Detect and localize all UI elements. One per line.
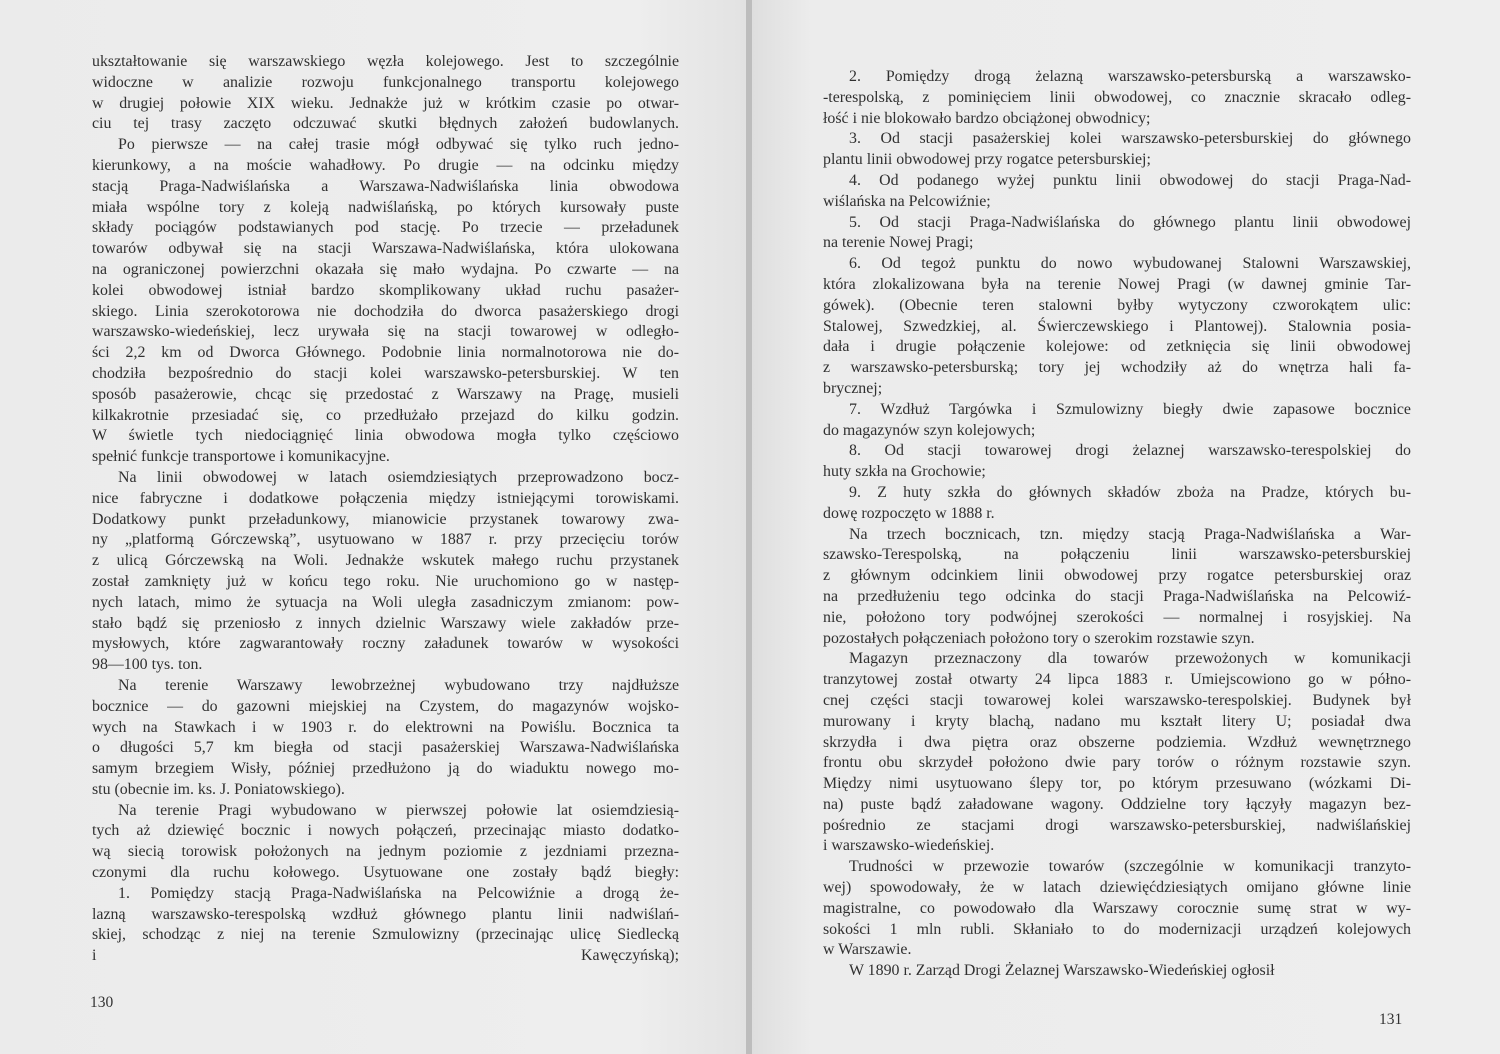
text-line: Na trzech bocznicach, tzn. między stacją Praga-Nadwiślańska a War- xyxy=(849,525,1411,543)
text-line: Dodatkowy punkt przeładunkowy, mianowicie przystanek towarowy zwa- xyxy=(92,510,679,528)
text-line: warszawsko-wiedeńskiej, lecz urywała się na stacji towarowej w odległo- xyxy=(92,323,679,341)
text-line: na) puste bądź załadowane wagony. Oddzielne tory łączyły magazyn bez- xyxy=(823,795,1411,813)
text-line: Na linii obwodowej w latach osiemdziesiątych przeprowadzono bocz- xyxy=(118,468,679,486)
right-page-text xyxy=(823,67,1411,982)
text-line: która zlokalizowana była na terenie Nowej Pragi (w dawnej gminie Tar- xyxy=(823,275,1411,293)
text-line: 9. Z huty szkła do głównych składów zboża na Pradze, których bu- xyxy=(849,483,1411,501)
text-line: został zamknięty już w końcu tego roku. Nie uruchomiono go w następ- xyxy=(92,572,679,590)
text-line: 1. Pomiędzy stacją Praga-Nadwiślańska na Pelcowiźnie a drogą że- xyxy=(118,884,679,902)
text-line: kierunkowy, a na moście wahadłowy. Po drugie — na odcinku między xyxy=(92,156,679,174)
text-line: magistralne, co powodowało dla Warszawy corocznie sumę strat w wy- xyxy=(823,899,1411,917)
text-line: sposób pasażerowie, chcąc się przedostać z Warszawy na Pragę, musieli xyxy=(92,385,679,403)
text-line: mysłowych, które zagwarantowały roczny załadunek towarów w wysokości xyxy=(92,635,679,653)
text-line: dowę rozpoczęto w 1888 r. xyxy=(823,504,995,522)
text-line: murowany i kryty blachą, nadano mu kształt litery U; posiadał dwa xyxy=(823,712,1411,730)
text-line: W świetle tych niedociągnięć linia obwodowa mogła tylko częściowo xyxy=(92,427,679,445)
text-line: skiej, schodząc z niej na terenie Szmulowizny (przecinając ulicę Siedlecką xyxy=(92,926,679,944)
left-page-text xyxy=(92,52,679,967)
text-line: brycznej; xyxy=(823,379,883,397)
text-line: wiślańska na Pelcowiźnie; xyxy=(823,192,991,210)
text-line: chodziła bezpośrednio do stacji kolei warszawsko-petersburskiej. W ten xyxy=(92,364,679,382)
text-line: w Warszawie. xyxy=(823,941,912,959)
text-line: łość i nie blokowało bardzo obciążonej obwodnicy; xyxy=(823,109,1151,127)
text-line: 2. Pomiędzy drogą żelazną warszawsko-petersburską a warszawsko- xyxy=(849,68,1411,85)
text-line: ukształtowanie się warszawskiego węzła kolejowego. Jest to szczególnie xyxy=(92,53,679,70)
text-line: na terenie Nowej Pragi; xyxy=(823,234,974,252)
text-line: 8. Od stacji towarowej drogi żelaznej warszawsko-terespolskiej do xyxy=(849,442,1411,460)
text-line: z warszawsko-petersburską; tory jej wchodziły aż do wnętrza hali fa- xyxy=(823,359,1411,377)
right-page xyxy=(752,0,1500,1054)
text-line: widoczne w analizie rozwoju funkcjonalnego transportu kolejowego xyxy=(92,73,679,91)
text-line: Po pierwsze — na całej trasie mógł odbywać się tylko ruch jedno- xyxy=(118,136,679,154)
text-line: Na terenie Pragi wybudowano w pierwszej połowie lat osiemdziesią- xyxy=(118,801,679,819)
text-line: kolei obwodowej istniał bardzo skomplikowany układ ruchu pasażer- xyxy=(92,281,679,299)
text-line: 5. Od stacji Praga-Nadwiślańska do głównego plantu linii obwodowej xyxy=(849,213,1411,231)
text-line: Na terenie Warszawy lewobrzeżnej wybudowano trzy najdłuższe xyxy=(118,676,679,694)
text-line: samym brzegiem Wisły, później przedłużono ją do wiaduktu nowego mo- xyxy=(92,760,679,778)
text-line: huty szkła na Grochowie; xyxy=(823,463,986,481)
text-line: tych aż dziewięć bocznic i nowych połączeń, przecinając miasto dodatko- xyxy=(92,822,679,840)
text-line: 4. Od podanego wyżej punktu linii obwodowej do stacji Praga-Nad- xyxy=(849,171,1411,189)
text-line: i Kawęczyńską); xyxy=(92,947,679,965)
text-line: 3. Od stacji pasażerskiej kolei warszawsko-petersburskiej do głównego xyxy=(849,130,1411,148)
text-line: stacją Praga-Nadwiślańska a Warszawa-Nadwiślańska linia obwodowa xyxy=(92,177,679,195)
text-line: składy pociągów podstawianych pod stację. Po trzecie — przeładunek xyxy=(92,219,679,237)
text-line: pośrednio ze stacjami drogi warszawsko-petersburskiej, nadwiślańskiej xyxy=(823,816,1411,834)
text-line: o długości 5,7 km biegła od stacji pasażerskiej Warszawa-Nadwiślańska xyxy=(92,739,679,757)
text-line: nice fabryczne i dodatkowe połączenia między istniejącymi torowiskami. xyxy=(92,489,679,507)
text-line: stało bądź się przeniosło z innych dzielnic Warszawy wiele zakładów prze- xyxy=(92,614,679,632)
left-page-number: 130 xyxy=(90,994,114,1011)
text-line: z głównym odcinkiem linii obwodowej przy rogatce petersburskiej oraz xyxy=(823,567,1411,585)
text-line: szawsko-Terespolską, na połączeniu linii warszawsko-petersburskiej xyxy=(823,546,1411,564)
text-line: bocznice — do gazowni miejskiej na Czystem, do magazynów wojsko- xyxy=(92,697,679,715)
text-line: wą siecią torowisk położonych na jednym poziomie z jezdniami przezna- xyxy=(92,843,679,861)
text-line: stu (obecnie im. ks. J. Poniatowskiego). xyxy=(92,780,345,798)
text-line: wej) spowodowały, że w latach dziewięćdziesiątych omijano główne linie xyxy=(823,879,1411,897)
text-line: skrzydła i dwa piętra oraz obszerne podziemia. Wzdłuż wewnętrznego xyxy=(823,733,1411,751)
text-line: na przedłużeniu tego odcinka do stacji Praga-Nadwiślańska na Pelcowiź- xyxy=(823,587,1411,605)
text-line: pozostałych połączeniach położono tory o szerokim rozstawie szyn. xyxy=(823,629,1255,647)
text-line: W 1890 r. Zarząd Drogi Żelaznej Warszawsko-Wiedeńskiej ogłosił xyxy=(849,962,1275,980)
text-line: miała wspólne tory z koleją nadwiślańską, po których kursowały puste xyxy=(92,198,679,216)
text-line: Trudności w przewozie towarów (szczególnie w komunikacji tranzyto- xyxy=(849,858,1411,876)
text-line: tranzytowej został otwarty 24 lipca 1883 r. Umiejscowiono go w półno- xyxy=(823,671,1411,689)
text-line: Magazyn przeznaczony dla towarów przewożonych w komunikacji xyxy=(849,650,1411,668)
text-line: wych na Stawkach i w 1903 r. do elektrowni na Powiślu. Bocznica ta xyxy=(92,718,679,736)
text-line: dała i drugie połączenie kolejowe: od zetknięcia się linii obwodowej xyxy=(823,338,1411,356)
text-line: 6. Od tegoż punktu do nowo wybudowanej Stalowni Warszawskiej, xyxy=(849,255,1411,273)
text-line: -terespolską, z pominięciem linii obwodowej, co znacznie skracało odleg- xyxy=(823,88,1411,106)
text-line: 7. Wzdłuż Targówka i Szmulowizny biegły dwie zapasowe bocznice xyxy=(849,400,1411,418)
text-line: do magazynów szyn kolejowych; xyxy=(823,421,1036,439)
text-line: sokości 1 mln rubli. Skłaniało to do modernizacji urządzeń kolejowych xyxy=(823,920,1411,938)
text-line: frontu obu skrzydeł położono dwie pary torów o różnym rozstawie szyn. xyxy=(823,754,1411,772)
text-line: w drugiej połowie XIX wieku. Jednakże już w krótkim czasie po otwar- xyxy=(92,94,679,112)
text-line: i warszawsko-wiedeńskiej. xyxy=(823,837,995,855)
text-line: Między nimi usytuowano ślepy tor, po którym przesuwano (wózkami Di- xyxy=(823,775,1411,793)
text-line: Stalowej, Szwedzkiej, al. Świerczewskiego i Plantowej). Stalownia posia- xyxy=(823,317,1411,335)
text-line: ciu tej trasy zaczęto odczuwać skutki błędnych założeń budowlanych. xyxy=(92,115,679,133)
text-line: spełnić funkcje transportowe i komunikacyjne. xyxy=(92,448,390,466)
left-page xyxy=(0,0,748,1054)
text-line: ny „platformą Górczewską”, usytuowano w 1887 r. przy przecięciu torów xyxy=(92,531,679,549)
text-line: skiego. Linia szerokotorowa nie dochodziła do dworca pasażerskiego drogi xyxy=(92,302,679,320)
text-line: nych latach, mimo że sytuacja na Woli uległa zasadniczym zmianom: pow- xyxy=(92,593,679,611)
text-line: cnej części stacji towarowej kolei warszawsko-terespolskiej. Budynek był xyxy=(823,691,1411,709)
right-page-number: 131 xyxy=(1379,1011,1403,1028)
text-line: na ograniczonej powierzchni okazała się mało wydajna. Po czwarte — na xyxy=(92,260,679,278)
text-line: z ulicą Górczewską na Woli. Jednakże wskutek małego ruchu przystanek xyxy=(92,552,679,570)
text-line: nie, położono tory podwójnej szerokości — normalnej i rosyjskiej. Na xyxy=(823,608,1411,626)
text-line: gówek). (Obecnie teren stalowni byłby wytyczony czworokątem ulic: xyxy=(823,296,1411,314)
text-line: kilkakrotnie przesiadać się, co przedłużało przejazd do kilku godzin. xyxy=(92,406,679,424)
text-line: ści 2,2 km od Dworca Głównego. Podobnie linia normalnotorowa nie do- xyxy=(92,344,679,362)
text-line: 98—100 tys. ton. xyxy=(92,656,203,674)
text-line: lazną warszawsko-terespolską wzdłuż głównego plantu linii nadwiślań- xyxy=(92,905,679,923)
text-line: towarów odbywał się na stacji Warszawa-Nadwiślańska, która ulokowana xyxy=(92,240,679,258)
text-line: plantu linii obwodowej przy rogatce petersburskiej; xyxy=(823,151,1151,169)
text-line: czonymi dla ruchu kołowego. Usytuowane one zostały bądź biegły: xyxy=(92,864,679,882)
